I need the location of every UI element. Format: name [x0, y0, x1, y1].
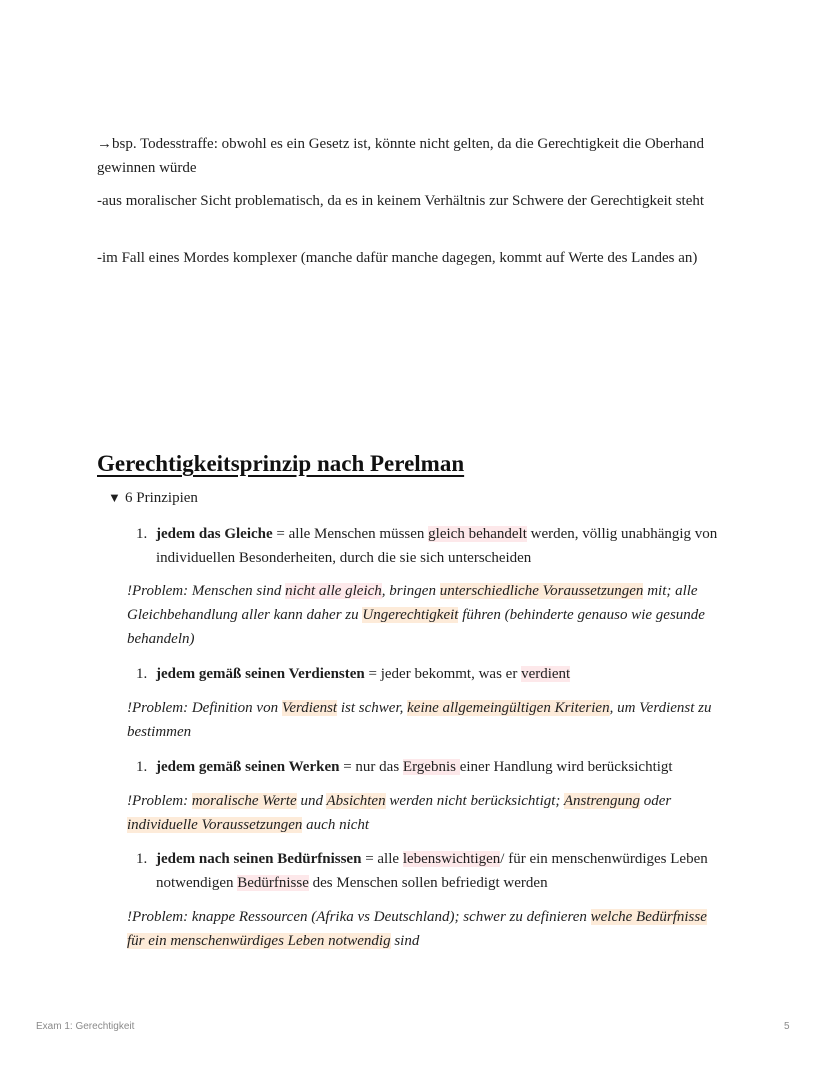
- highlighted-text: individuelle Voraussetzungen: [127, 817, 303, 833]
- principle-problem: [127, 789, 727, 837]
- principle-problem: [127, 696, 727, 744]
- text-run: werden, völlig unabhängig von individuellen Besonderheiten, durch die sie sich unterscheiden: [156, 526, 718, 566]
- toggle-label: 6 Prinzipien: [125, 490, 198, 506]
- highlighted-text: unterschiedliche Voraussetzungen: [439, 583, 644, 599]
- intro-paragraph-1: →bsp. Todesstraffe: obwohl es ein Gesetz ist, könnte nicht gelten, da die Gerechtigkeit die Oberhand gewinnen würde: [97, 136, 704, 176]
- bold-term: jedem gemäß seinen Verdiensten: [156, 666, 365, 682]
- list-number: 1.: [136, 526, 148, 542]
- text-run: = alle: [361, 851, 403, 867]
- text-run: / für ein menschenwürdiges Leben notwendigen: [156, 851, 708, 891]
- principle-text: [156, 662, 726, 686]
- list-number: 1.: [136, 851, 148, 867]
- text-run: und: [296, 793, 327, 809]
- highlighted-text: moralische Werte: [191, 793, 297, 809]
- text-run: !Problem: Menschen sind: [127, 583, 286, 599]
- principle-item: [136, 662, 726, 686]
- highlighted-text: Anstrengung: [563, 793, 640, 809]
- highlighted-text: Ergebnis: [402, 759, 460, 775]
- principle-item: [136, 847, 726, 895]
- text-run: !Problem: Definition von: [127, 700, 282, 716]
- list-number: 1.: [136, 759, 148, 775]
- highlighted-text: lebenswichtigen: [402, 851, 501, 867]
- section-heading: Gerechtigkeitsprinzip nach Perelman: [97, 451, 465, 476]
- text-run: des Menschen sollen befriedigt werden: [308, 875, 548, 891]
- text-run: !Problem:: [127, 793, 192, 809]
- highlighted-text: Ungerechtigkeit: [362, 607, 459, 623]
- highlighted-text: verdient: [521, 666, 571, 682]
- highlighted-text: Bedürfnisse: [237, 875, 309, 891]
- footer-title: Exam 1: Gerechtigkeit: [36, 1021, 135, 1032]
- principle-text: [156, 522, 726, 570]
- text-run: !Problem: knappe Ressourcen (Afrika vs Deutschland); schwer zu definieren: [127, 909, 591, 925]
- text-run: sind: [390, 933, 420, 949]
- bold-term: jedem das Gleiche: [156, 526, 273, 542]
- text-run: oder: [640, 793, 672, 809]
- highlighted-text: Verdienst: [281, 700, 338, 716]
- highlighted-text: keine allgemeingültigen Kriterien: [407, 700, 610, 716]
- highlighted-text: nicht alle gleich: [285, 583, 382, 599]
- highlighted-text: gleich behandelt: [428, 526, 527, 542]
- bold-term: jedem nach seinen Bedürfnissen: [156, 851, 362, 867]
- text-run: = nur das: [339, 759, 403, 775]
- text-run: = jeder bekommt, was er: [364, 666, 522, 682]
- text-run: mit; alle Gleichbehandlung aller kann daher zu: [127, 583, 698, 623]
- principle-item: [136, 522, 726, 570]
- text-run: = alle Menschen müssen: [272, 526, 429, 542]
- text-run: einer Handlung wird berücksichtigt: [459, 759, 673, 775]
- text-run: führen (behinderte genauso wie gesunde behandeln): [127, 607, 705, 647]
- principles-toggle[interactable]: [108, 486, 198, 510]
- toggle-triangle-icon[interactable]: ▼: [108, 490, 121, 505]
- intro-paragraph-3: -im Fall eines Mordes komplexer (manche dafür manche dagegen, kommt auf Werte des Landes an): [97, 250, 698, 266]
- principle-item: [136, 755, 726, 779]
- list-number: 1.: [136, 666, 148, 682]
- text-run: werden nicht berücksichtigt;: [385, 793, 564, 809]
- principle-text: [156, 755, 726, 779]
- principle-problem: [127, 579, 727, 651]
- footer-page-number: 5: [784, 1021, 790, 1032]
- text-run: , um Verdienst zu bestimmen: [127, 700, 712, 740]
- text-run: , bringen: [381, 583, 440, 599]
- highlighted-text: welche Bedürfnisse für ein menschenwürdiges Leben notwendig: [127, 909, 707, 949]
- highlighted-text: Absichten: [326, 793, 386, 809]
- text-run: ist schwer,: [337, 700, 408, 716]
- principle-text: [156, 847, 726, 895]
- intro-paragraph-2: -aus moralischer Sicht problematisch, da es in keinem Verhältnis zur Schwere der Gerechtigkeit steht: [97, 193, 705, 209]
- bold-term: jedem gemäß seinen Werken: [156, 759, 340, 775]
- text-run: auch nicht: [302, 817, 370, 833]
- principle-problem: [127, 905, 727, 953]
